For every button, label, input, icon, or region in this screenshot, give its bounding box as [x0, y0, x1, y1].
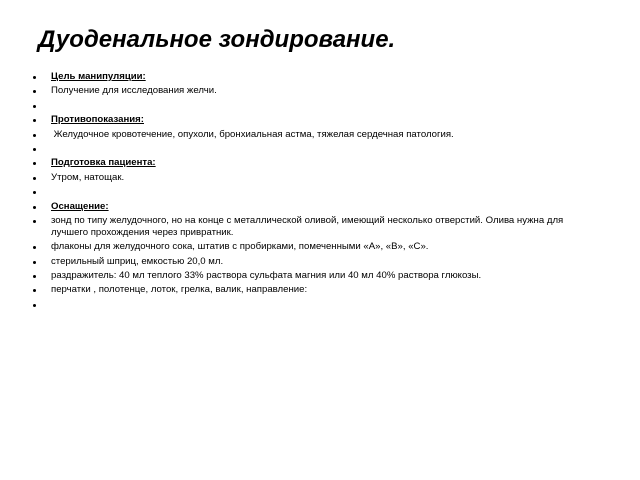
list-item [30, 129, 590, 141]
section-heading-contraindications: Противопоказания: [51, 114, 144, 126]
list-item-empty [30, 186, 590, 198]
list-item-empty [30, 299, 590, 311]
list-item [30, 85, 590, 97]
contraindications-text: Желудочное кровотечение, опухоли, бронхиальная астма, тяжелая сердечная патология. [51, 128, 454, 140]
bullet-dot-icon [33, 105, 36, 108]
list-item-empty [30, 100, 590, 112]
list-item [30, 215, 590, 239]
list-item [30, 241, 590, 253]
section-heading-goal: Цель манипуляции: [51, 71, 146, 82]
list-item [30, 256, 590, 268]
section-heading-preparation: Подготовка пациента: [51, 157, 156, 169]
bullet-dot-icon [33, 76, 36, 79]
list-item [30, 284, 590, 296]
list-item [30, 157, 590, 169]
list-item [30, 201, 590, 213]
bullet-dot-icon [33, 261, 36, 264]
bullet-dot-icon [33, 246, 36, 249]
equipment-flasks-text: флаконы для желудочного сока, штатив с пробирками, помеченными «А», «В», «С». [51, 241, 429, 253]
list-item-empty [30, 143, 590, 155]
bullet-dot-icon [33, 220, 36, 223]
bullet-dot-icon [33, 134, 36, 137]
bullet-dot-icon [33, 275, 36, 278]
bullet-dot-icon [33, 304, 36, 307]
preparation-text: Утром, натощак. [51, 171, 125, 183]
list-item [30, 270, 590, 282]
bullet-dot-icon [33, 90, 36, 93]
list-item [30, 172, 590, 184]
bullet-dot-icon [33, 289, 36, 292]
equipment-stimulant-text: раздражитель: 40 мл теплого 33% раствора сульфата магния или 40 мл 40% раствора глюкозы. [51, 270, 482, 282]
equipment-syringe-text: стерильный шприц, емкостью 20,0 мл. [51, 255, 224, 267]
equipment-misc-text: перчатки , полотенце, лоток, грелка, валик, направление: [51, 284, 308, 296]
bullet-dot-icon [33, 206, 36, 209]
bullet-list [30, 71, 590, 313]
bullet-dot-icon [33, 119, 36, 122]
equipment-probe-text: зонд по типу желудочного, но на конце с металлической оливой, имеющий несколько отверстий. Олива нужна для лучшего прохождения через привратник. [51, 214, 564, 238]
bullet-dot-icon [33, 162, 36, 165]
goal-text: Получение для исследования желчи. [51, 85, 217, 97]
bullet-dot-icon [33, 177, 36, 180]
list-item [30, 71, 590, 83]
bullet-dot-icon [33, 148, 36, 151]
bullet-dot-icon [33, 191, 36, 194]
section-heading-equipment: Оснащение: [51, 200, 109, 212]
slide-title: Дуоденальное зондирование. [38, 26, 396, 53]
list-item [30, 114, 590, 126]
